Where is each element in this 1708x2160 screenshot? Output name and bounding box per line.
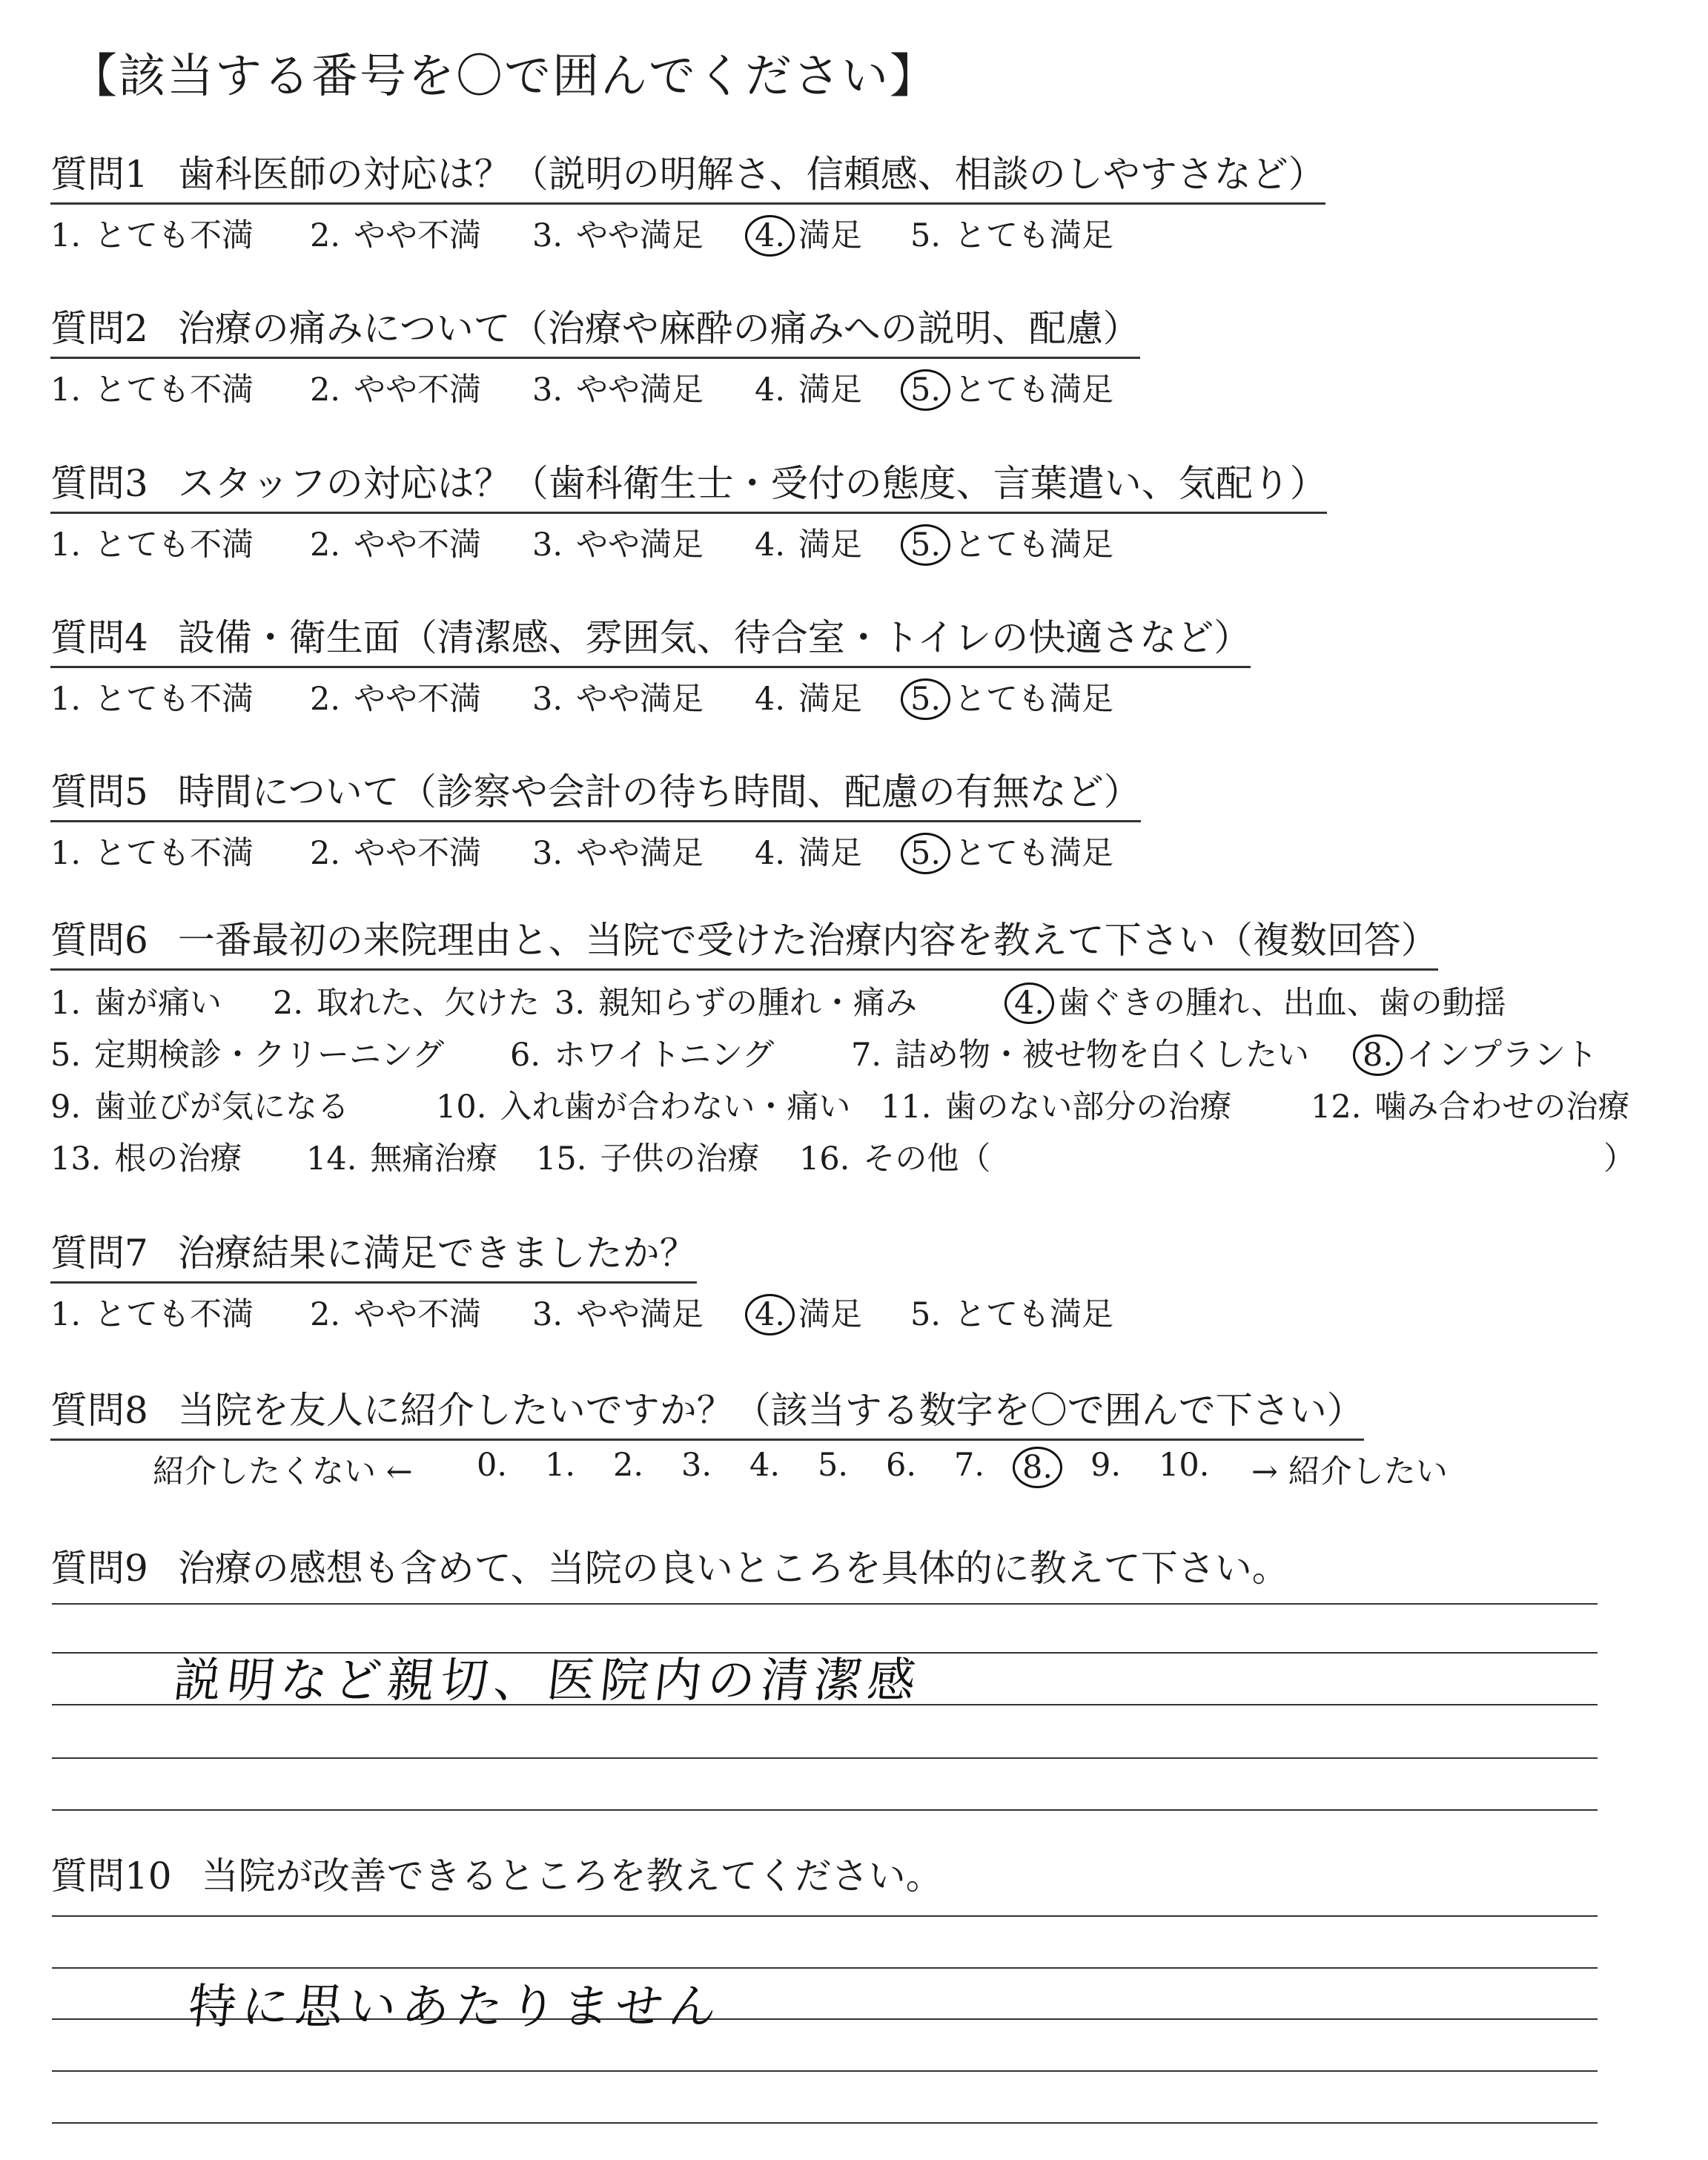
treatment-option[interactable]	[881, 1082, 1231, 1127]
option-label: ホワイトニング	[554, 1037, 775, 1074]
rating-option[interactable]	[532, 211, 704, 256]
scale-right-label: → 紹介したい	[1251, 1453, 1448, 1490]
option-label: やや満足	[576, 526, 704, 564]
rating-option[interactable]	[50, 828, 254, 873]
rating-option[interactable]	[310, 1289, 481, 1335]
option-number: 2.	[310, 371, 341, 409]
option-label: 歯が痛い	[94, 985, 222, 1022]
treatment-option[interactable]	[536, 1134, 759, 1179]
rating-options	[50, 828, 1681, 880]
treatment-option[interactable]	[799, 1134, 990, 1179]
option-label: 定期検診・クリーニング	[94, 1037, 445, 1074]
recommend-value[interactable]	[954, 1447, 998, 1484]
option-row	[50, 978, 1681, 1030]
question-title: 質問4 設備・衛生面（清潔感、雰囲気、待合室・トイレの快適さなど）	[50, 608, 1251, 668]
rating-option[interactable]	[310, 211, 481, 256]
rating-options	[50, 520, 1681, 572]
question-title: 質問6 一番最初の来院理由と、当院で受けた治療内容を教えて下さい（複数回答）	[50, 911, 1438, 971]
option-number: 1.	[50, 681, 82, 718]
option-label: とても不満	[94, 681, 254, 718]
rating-option[interactable]	[310, 828, 481, 873]
option-number: 3.	[532, 217, 563, 254]
option-number: 3.	[532, 1296, 563, 1333]
recommend-value[interactable]	[749, 1447, 793, 1484]
question-10	[50, 1846, 1681, 1900]
rating-option[interactable]	[910, 828, 1113, 874]
question-title: 質問1 歯科医師の対応は？（説明の明解さ、信頼感、相談のしやすさなど）	[50, 145, 1325, 205]
question-5	[50, 762, 1681, 880]
option-number: 2.	[310, 526, 341, 564]
option-label: その他（	[863, 1140, 991, 1178]
recommend-value[interactable]	[613, 1447, 657, 1484]
option-number: 4.	[755, 835, 786, 872]
option-label: 噛み合わせの治療	[1374, 1089, 1630, 1126]
option-label: インプラント	[1406, 1037, 1598, 1074]
option-label: 満足	[798, 526, 863, 564]
handwritten-answer-9: 説明など親切、医院内の清潔感	[171, 1654, 924, 1708]
treatment-option[interactable]	[273, 978, 540, 1023]
writing-line	[52, 1757, 1598, 1759]
treatment-option[interactable]	[1311, 1082, 1629, 1127]
option-label: とても不満	[94, 1296, 254, 1333]
option-number: 5.	[910, 217, 941, 254]
question-4	[50, 608, 1681, 726]
option-label: やや満足	[576, 835, 704, 872]
value-number: 3.	[681, 1447, 712, 1484]
treatment-options	[50, 978, 1681, 1186]
option-label: やや不満	[354, 371, 482, 409]
option-label: やや不満	[354, 835, 482, 872]
question-title: 質問8 当院を友人に紹介したいですか？（該当する数字を〇で囲んで下さい）	[50, 1381, 1364, 1441]
rating-option[interactable]	[755, 828, 862, 873]
option-label: 満足	[798, 1296, 863, 1333]
option-number: 4.	[755, 371, 786, 409]
question-title: 質問10 当院が改善できるところを教えてください。	[50, 1855, 943, 1898]
option-label: とても満足	[954, 217, 1114, 254]
question-title: 質問7 治療結果に満足できましたか？	[50, 1223, 697, 1284]
value-number: 5.	[818, 1447, 849, 1484]
rating-option[interactable]	[50, 520, 254, 565]
option-row	[50, 1134, 1681, 1186]
question-title: 質問5 時間について（診察や会計の待ち時間、配慮の有無など）	[50, 762, 1141, 822]
rating-option[interactable]	[532, 520, 704, 565]
value-number: 8.	[1013, 1447, 1062, 1488]
option-number: 5.	[901, 369, 950, 411]
option-label: とても満足	[954, 835, 1114, 872]
option-number: 5.	[901, 524, 950, 566]
option-number: 4.	[745, 215, 795, 257]
recommend-scale	[50, 1447, 1681, 1499]
option-number: 3.	[555, 985, 586, 1022]
option-number: 14.	[306, 1140, 357, 1178]
rating-option[interactable]	[755, 674, 862, 719]
option-number: 4.	[755, 681, 786, 718]
option-number: 2.	[310, 217, 341, 254]
option-number: 5.	[901, 833, 950, 874]
option-label: やや不満	[354, 217, 482, 254]
option-label: 歯ぐきの腫れ、出血、歯の動揺	[1058, 985, 1506, 1022]
option-label: とても不満	[94, 371, 254, 409]
option-row	[50, 1082, 1681, 1134]
question-1	[50, 145, 1681, 262]
treatment-option[interactable]	[851, 1030, 1309, 1075]
option-number: 5.	[910, 1296, 941, 1333]
writing-line	[52, 2070, 1598, 2072]
option-label: やや不満	[354, 1296, 482, 1333]
recommend-value[interactable]	[1090, 1447, 1134, 1484]
option-number: 7.	[851, 1037, 882, 1074]
option-number: 2.	[310, 681, 341, 718]
writing-line	[52, 1603, 1598, 1605]
rating-option[interactable]	[532, 1289, 704, 1335]
treatment-option[interactable]	[555, 978, 917, 1023]
option-number: 15.	[536, 1140, 587, 1178]
treatment-option[interactable]	[1363, 1030, 1598, 1076]
option-label: やや不満	[354, 526, 482, 564]
option-label: 満足	[798, 217, 863, 254]
option-label: 親知らずの腫れ・痛み	[598, 985, 918, 1022]
rating-option[interactable]	[310, 674, 481, 719]
option-number: 3.	[532, 681, 563, 718]
option-number: 3.	[532, 371, 563, 409]
rating-option[interactable]	[50, 365, 254, 410]
option-number: 1.	[50, 217, 82, 254]
option-label: 詰め物・被せ物を白くしたい	[895, 1037, 1310, 1074]
treatment-option[interactable]	[510, 1030, 774, 1075]
option-number: 1.	[50, 526, 82, 564]
rating-option[interactable]	[910, 674, 1113, 720]
rating-option[interactable]	[755, 1289, 862, 1335]
rating-option[interactable]	[50, 1289, 254, 1335]
page-heading: 【該当する番号を〇で囲んでください】	[70, 49, 938, 103]
value-number: 4.	[749, 1447, 781, 1484]
option-label: 満足	[798, 681, 863, 718]
rating-option[interactable]	[310, 365, 481, 410]
option-label: やや満足	[576, 681, 704, 718]
option-label: 歯並びが気になる	[94, 1089, 350, 1126]
option-number: 3.	[532, 835, 563, 872]
option-number: 3.	[532, 526, 563, 564]
option-number: 1.	[50, 371, 82, 409]
question-title: 質問9 治療の感想も含めて、当院の良いところを具体的に教えて下さい。	[50, 1547, 1289, 1590]
option-label: 根の治療	[114, 1140, 242, 1178]
option-number: 11.	[881, 1089, 932, 1126]
rating-options	[50, 674, 1681, 726]
option-label: とても満足	[954, 526, 1114, 564]
rating-option[interactable]	[532, 828, 704, 873]
recommend-value[interactable]	[818, 1447, 861, 1484]
option-number: 2.	[310, 1296, 341, 1333]
value-number: 7.	[954, 1447, 985, 1484]
option-label: とても不満	[94, 835, 254, 872]
rating-option[interactable]	[50, 674, 254, 719]
option-number: 2.	[310, 835, 341, 872]
other-close-paren: ）	[1603, 1140, 1635, 1178]
rating-options	[50, 365, 1681, 417]
option-label: やや不満	[354, 681, 482, 718]
rating-option[interactable]	[755, 211, 862, 257]
option-number: 4.	[745, 1294, 795, 1335]
option-label: やや満足	[576, 371, 704, 409]
option-number: 1.	[50, 985, 82, 1022]
question-2	[50, 299, 1681, 417]
question-8	[50, 1381, 1681, 1499]
option-number: 2.	[273, 985, 304, 1022]
value-number: 2.	[613, 1447, 644, 1484]
recommend-value[interactable]	[681, 1447, 725, 1484]
rating-option[interactable]	[50, 211, 254, 256]
option-number: 8.	[1353, 1034, 1403, 1076]
option-label: 子供の治療	[600, 1140, 760, 1178]
treatment-option[interactable]	[50, 1134, 242, 1179]
option-label: やや満足	[576, 1296, 704, 1333]
treatment-option[interactable]	[50, 1030, 444, 1075]
option-number: 5.	[901, 678, 950, 720]
rating-option[interactable]	[755, 365, 862, 410]
option-label: とても満足	[954, 1296, 1114, 1333]
option-number: 4.	[755, 526, 786, 564]
value-number: 10.	[1159, 1447, 1210, 1484]
option-number: 9.	[50, 1089, 82, 1126]
rating-options	[50, 211, 1681, 262]
option-number: 1.	[50, 835, 82, 872]
option-number: 13.	[50, 1140, 102, 1178]
treatment-option[interactable]	[1014, 978, 1506, 1024]
option-label: 無痛治療	[370, 1140, 498, 1178]
rating-option[interactable]	[910, 520, 1113, 566]
writing-line	[52, 1915, 1598, 1917]
option-row	[50, 1030, 1681, 1082]
rating-option[interactable]	[310, 520, 481, 565]
option-label: 満足	[798, 835, 863, 872]
option-number: 1.	[50, 1296, 82, 1333]
recommend-value[interactable]	[1022, 1447, 1066, 1488]
option-number: 4.	[1004, 982, 1054, 1024]
value-number: 9.	[1090, 1447, 1122, 1484]
option-label: とても不満	[94, 217, 254, 254]
treatment-option[interactable]	[436, 1082, 850, 1127]
rating-option[interactable]	[755, 520, 862, 565]
option-label: とても満足	[954, 371, 1114, 409]
question-7	[50, 1223, 1681, 1341]
rating-option[interactable]	[532, 365, 704, 410]
handwritten-answer-10: 特に思いあたりません	[185, 1980, 726, 2035]
writing-line	[52, 1809, 1598, 1811]
rating-option[interactable]	[910, 365, 1113, 411]
treatment-option[interactable]	[50, 978, 222, 1023]
recommend-value[interactable]	[1159, 1447, 1222, 1484]
recommend-value[interactable]	[886, 1447, 930, 1484]
option-number: 6.	[510, 1037, 541, 1074]
treatment-option[interactable]	[50, 1082, 349, 1127]
rating-option[interactable]	[910, 1289, 1113, 1335]
option-label: 歯のない部分の治療	[944, 1089, 1232, 1126]
option-number: 5.	[50, 1037, 82, 1074]
question-title: 質問2 治療の痛みについて（治療や麻酔の痛みへの説明、配慮）	[50, 299, 1140, 359]
option-label: やや満足	[576, 217, 704, 254]
option-label: とても満足	[954, 681, 1114, 718]
value-number: 1.	[545, 1447, 576, 1484]
value-number: 6.	[886, 1447, 917, 1484]
option-number: 12.	[1311, 1089, 1362, 1126]
option-number: 16.	[799, 1140, 850, 1178]
question-3	[50, 454, 1681, 572]
question-9	[50, 1539, 1681, 1592]
rating-options	[50, 1289, 1681, 1341]
option-number: 10.	[436, 1089, 487, 1126]
option-label: 入れ歯が合わない・痛い	[500, 1089, 851, 1126]
writing-line	[52, 2122, 1598, 2124]
scale-left-label: 紹介したくない ←	[153, 1453, 413, 1490]
recommend-value[interactable]	[545, 1447, 589, 1484]
rating-option[interactable]	[532, 674, 704, 719]
value-number: 0.	[477, 1447, 508, 1484]
question-title: 質問3 スタッフの対応は？（歯科衛生士・受付の態度、言葉遣い、気配り）	[50, 454, 1327, 514]
treatment-option[interactable]	[306, 1134, 497, 1179]
rating-option[interactable]	[910, 211, 1113, 256]
option-label: 取れた、欠けた	[317, 985, 540, 1022]
option-label: 満足	[798, 371, 863, 409]
recommend-value[interactable]	[477, 1447, 520, 1484]
question-6	[50, 911, 1681, 1186]
option-label: とても不満	[94, 526, 254, 564]
